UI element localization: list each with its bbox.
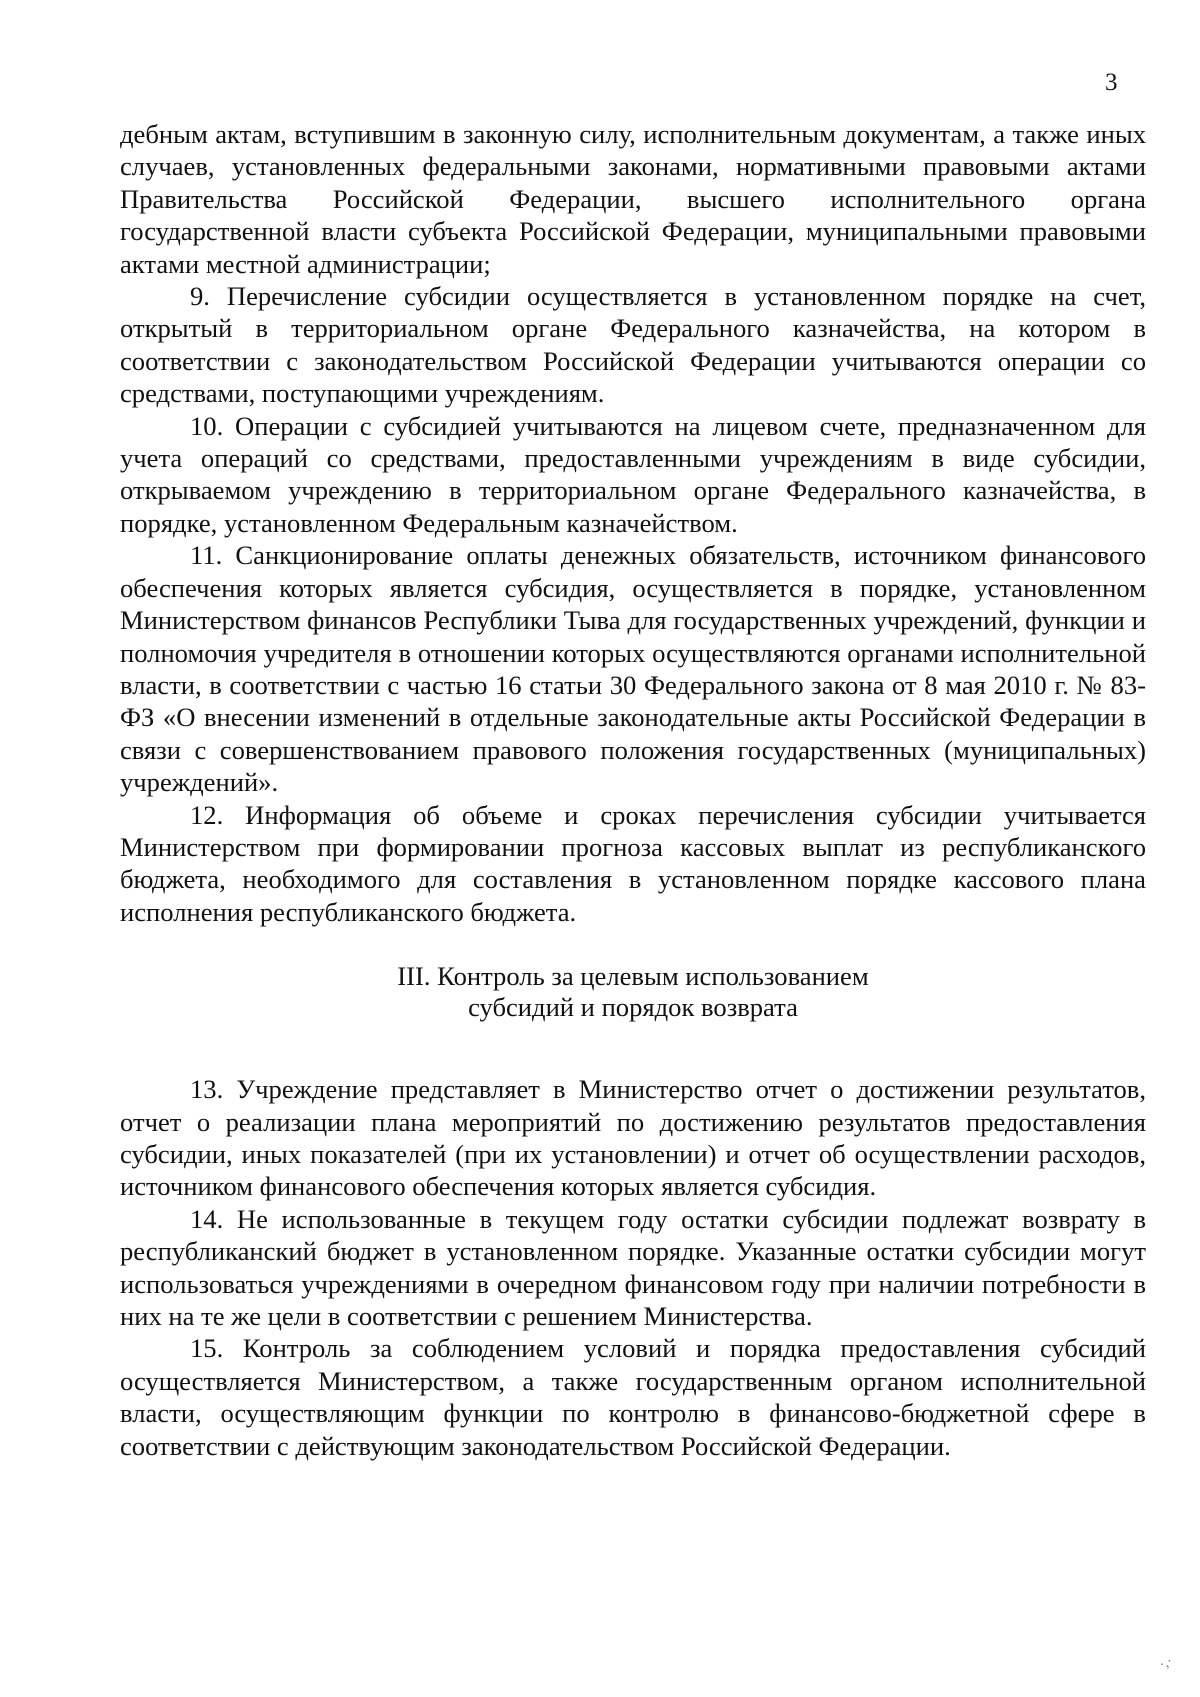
paragraph-9: 9. Перечисление субсидии осуществляется в установленном порядке на счет, открытый в территориальном органе Федерального казначейства, на котором в соответствии с законодательством Российской Федерации учитываются операции со средствами, поступающими учреждениям.: [120, 281, 1146, 409]
paragraph-12: 12. Информация об объеме и сроках перечисления субсидии учитывается Министерством при формировании прогноза кассовых выплат из республиканского бюджета, необходимого для составления в установленном порядке кассового плана исполнения республиканского бюджета.: [120, 799, 1146, 927]
paragraph-11: 11. Санкционирование оплаты денежных обязательств, источником финансового обеспечения которых является субсидия, осуществляется в порядке, установленном Министерством финансов Республики Тыва для государственных учреждений, функции и полномочия учредителя в отношении которых осуществляются органами исполнительной власти, в соответствии с частью 16 статьи 30 Федерального закона от 8 мая 2010 г. № 83-ФЗ «О внесении изменений в отдельные законодательные акты Российской Федерации в связи с совершенствованием правового положения государственных (муниципальных) учреждений».: [120, 540, 1146, 798]
paragraph-10: 10. Операции с субсидией учитываются на лицевом счете, предназначенном для учета операций со средствами, предоставленными учреждениям в виде субсидии, открываемом учреждению в территориальном органе Федерального казначейства, в порядке, установленном Федеральным казначейством.: [120, 410, 1146, 538]
paragraph-continuation: дебным актам, вступившим в законную силу, исполнительным документам, а также иных случаев, установленных федеральными законами, нормативными правовыми актами Правительства Российской Федерации, высшего исполнительного органа государственной власти субъекта Российской Федерации, муниципальными правовыми актами местной администрации;: [120, 119, 1146, 279]
paragraph-14: 14. Не использованные в текущем году остатки субсидии подлежат возврату в республиканский бюджет в установленном порядке. Указанные остатки субсидии могут использоваться учреждениями в очередном финансовом году при наличии потребности в них на те же цели в соответствии с решением Министерства.: [120, 1203, 1146, 1331]
section-heading: [120, 961, 1146, 1023]
paragraph-15: 15. Контроль за соблюдением условий и порядка предоставления субсидий осуществляется Министерством, а также государственным органом исполнительной власти, осуществляющим функции по контролю в финансово-бюджетной сфере в соответствии с действующим законодательством Российской Федерации.: [120, 1333, 1146, 1461]
page-number: 3: [1105, 69, 1118, 96]
section-heading-line-2: субсидий и порядок возврата: [468, 992, 798, 1023]
section-heading-line-1: III. Контроль за целевым использованием: [397, 961, 869, 992]
paragraph-13: 13. Учреждение представляет в Министерство отчет о достижении результатов, отчет о реализации плана мероприятий по достижению результатов предоставления субсидии, иных показателей (при их установлении) и отчет об осуществлении расходов, источником финансового обеспечения которых является субсидия.: [120, 1074, 1146, 1202]
document-body: [120, 118, 1146, 1462]
scan-artifact-mark: ·,·: [1157, 1654, 1176, 1674]
